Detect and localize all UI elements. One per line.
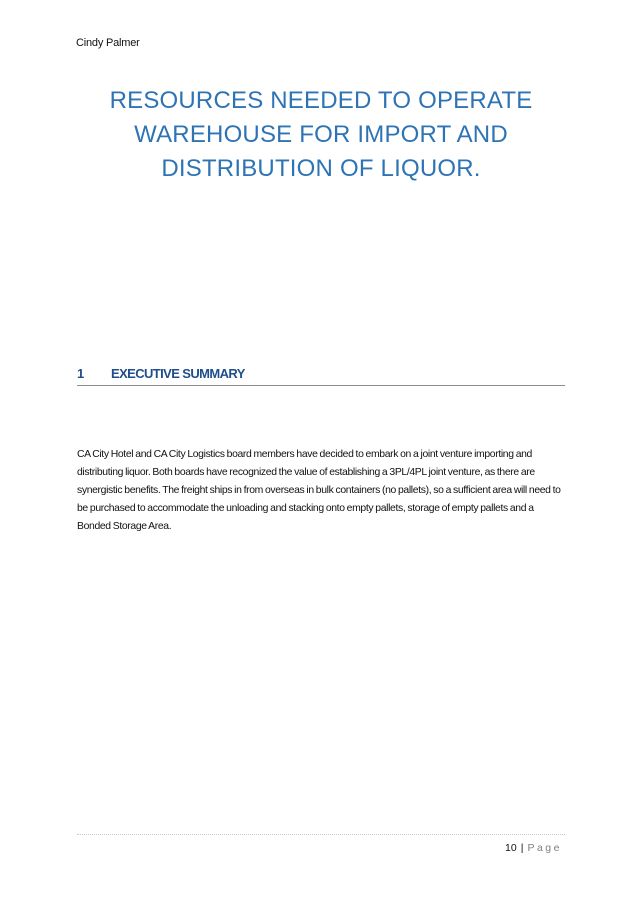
title-line-1: RESOURCES NEEDED TO OPERATE	[109, 87, 533, 114]
footer-divider	[77, 834, 565, 835]
document-title	[86, 84, 556, 186]
page-footer	[505, 842, 562, 854]
section-title: EXECUTIVE SUMMARY	[111, 366, 245, 381]
section-heading	[77, 366, 565, 381]
section-divider	[77, 385, 565, 386]
page-label: Page	[527, 842, 562, 854]
title-line-2: WAREHOUSE FOR IMPORT AND	[134, 121, 508, 148]
section-number: 1	[77, 366, 84, 381]
executive-summary-paragraph: CA City Hotel and CA City Logistics board members have decided to embark on a joint venture importing and distributing liquor. Both boards have recognized the value of establishing a 3PL/4PL joint venture, as there are synergistic benefits. The freight ships in from overseas in bulk containers (no pallets), so a sufficient area will need to be purchased to accommodate the unloading and stacking onto empty pallets, storage of empty pallets and a Bonded Storage Area.	[77, 449, 561, 533]
page-number: 10	[505, 842, 517, 854]
header-author: Cindy Palmer	[76, 37, 140, 49]
title-line-3: DISTRIBUTION OF LIQUOR.	[161, 155, 481, 182]
footer-separator: |	[520, 842, 524, 854]
